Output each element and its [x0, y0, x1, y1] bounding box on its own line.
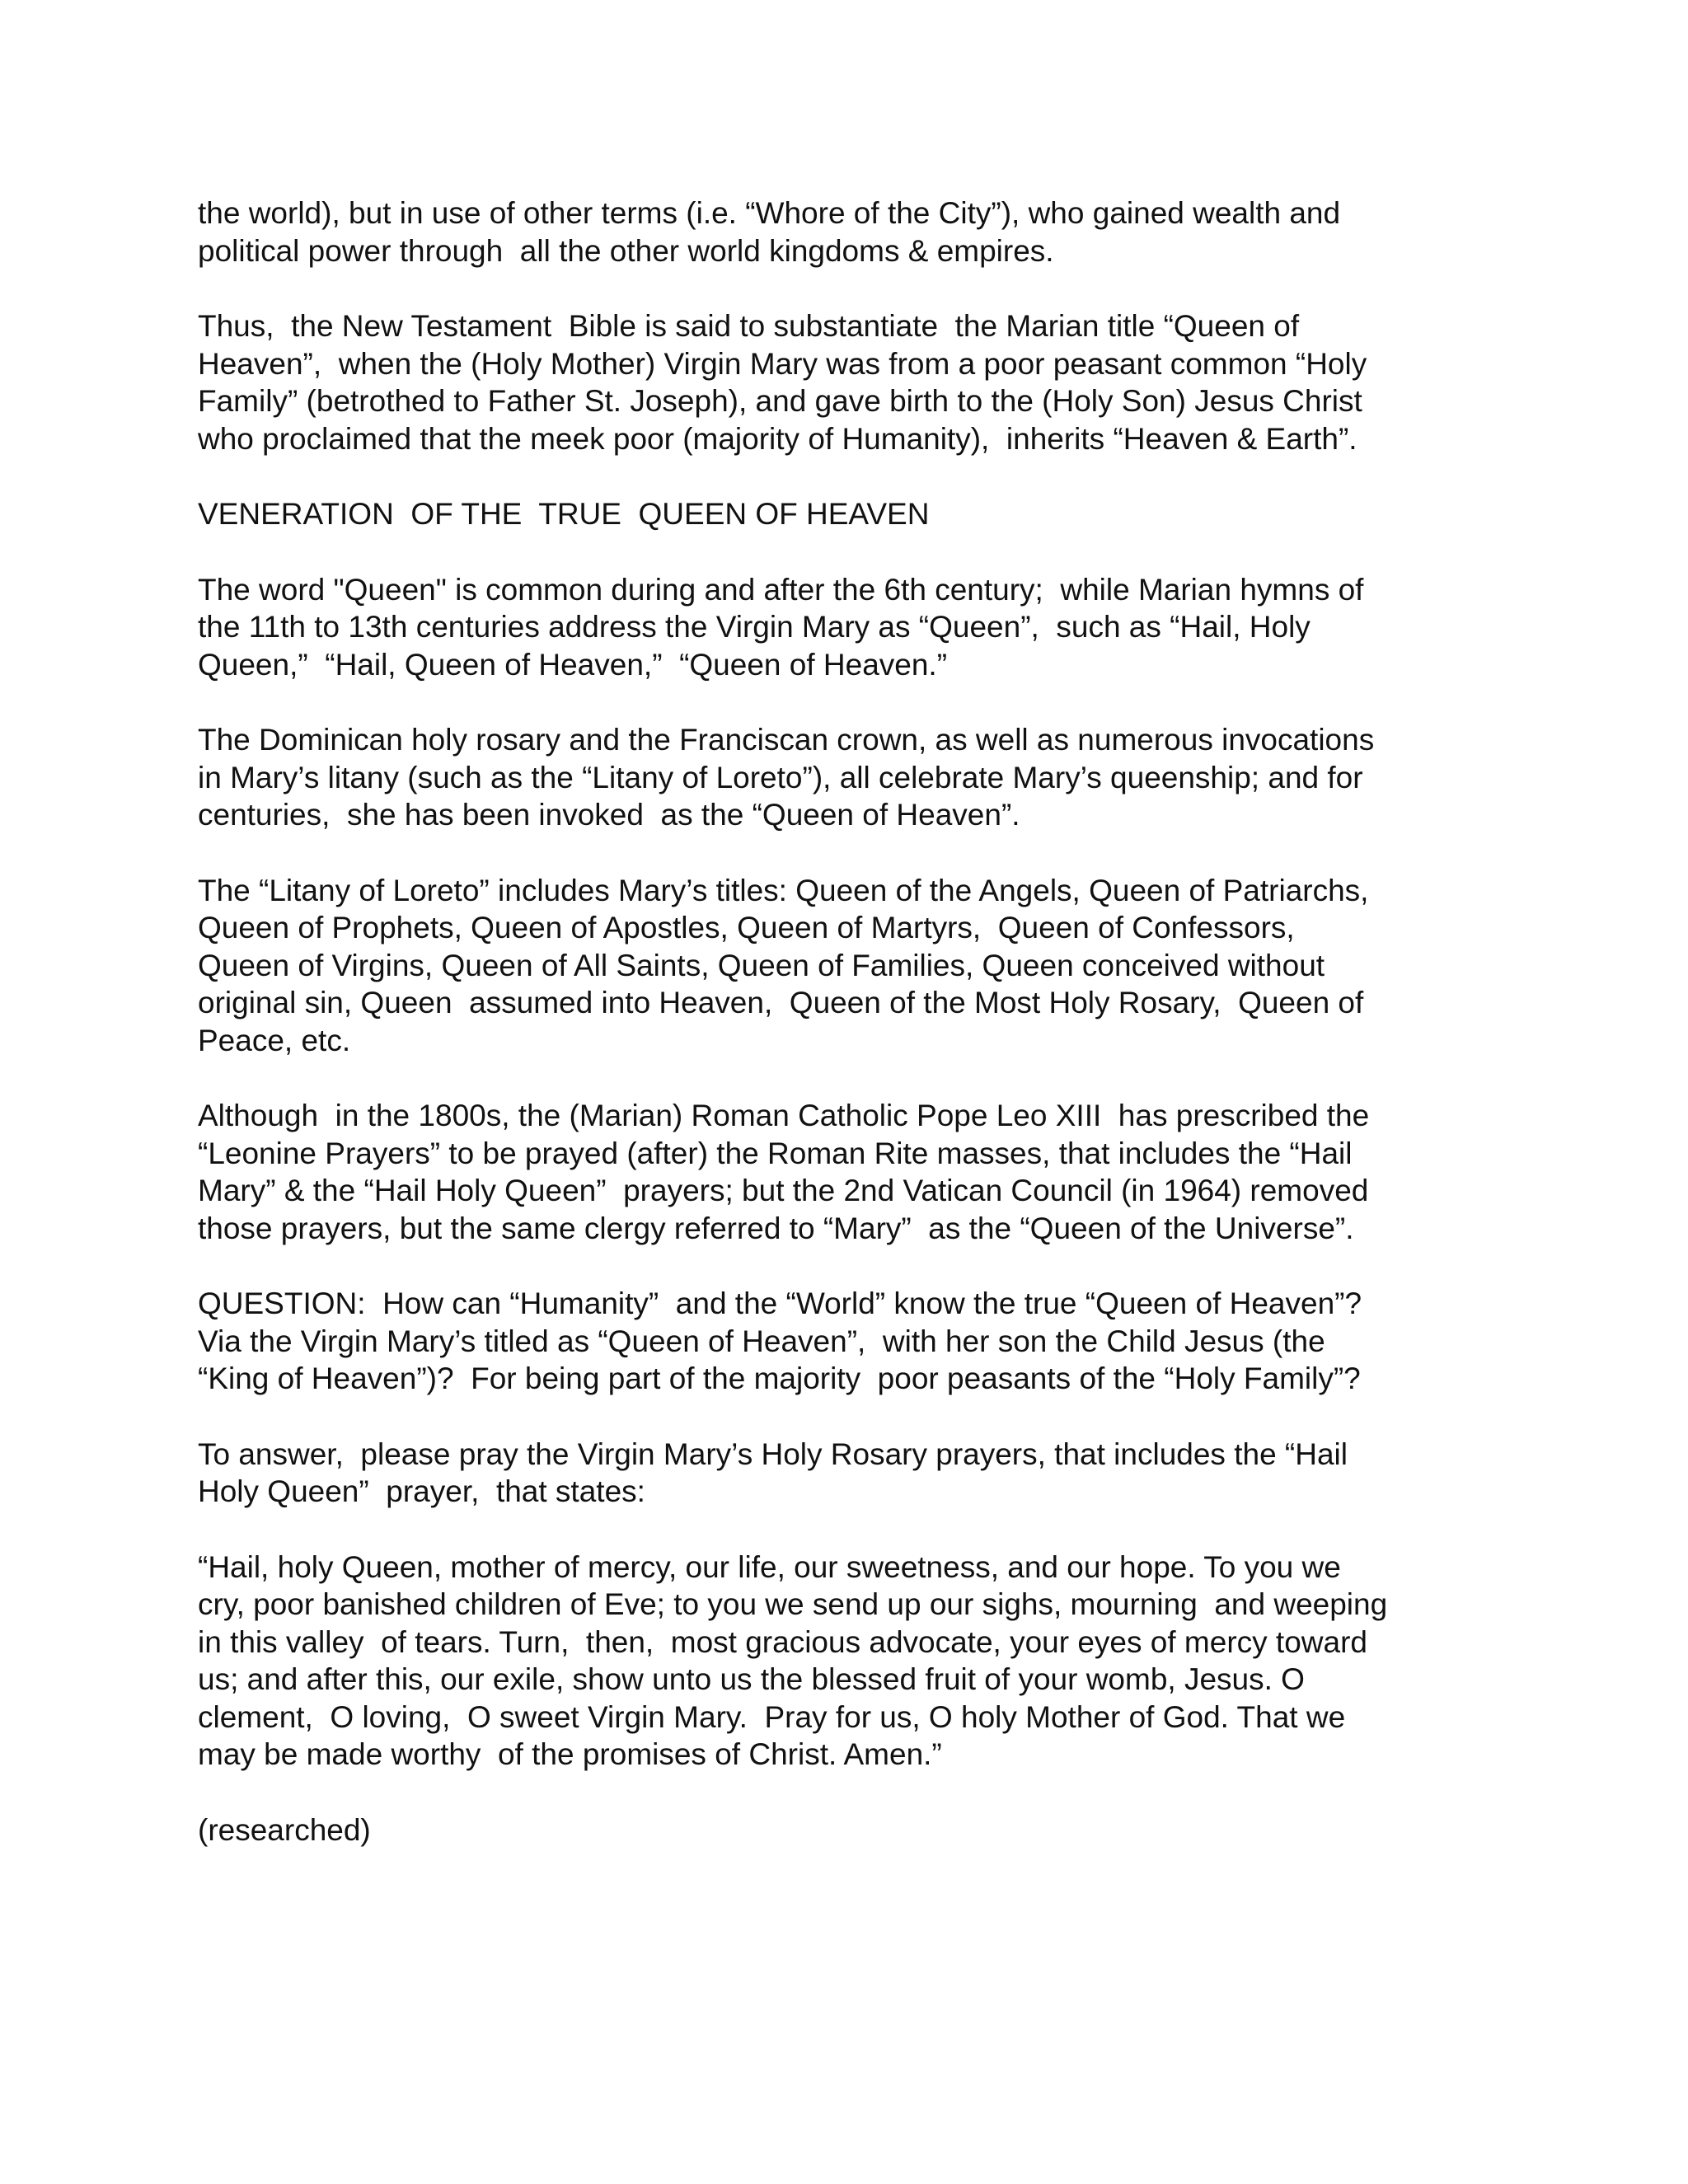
document-body	[198, 194, 1500, 1886]
paragraph-hail-holy-queen-prayer	[198, 1549, 1500, 1774]
text-line: To answer, please pray the Virgin Mary’s Holy Rosary prayers, that includes the “Hail	[198, 1436, 1348, 1471]
text-line: who proclaimed that the meek poor (majority of Humanity), inherits “Heaven & Earth”.	[198, 421, 1357, 456]
text-line: those prayers, but the same clergy referred to “Mary” as the “Queen of the Universe”.	[198, 1211, 1354, 1245]
text-line: The word "Queen" is common during and after the 6th century; while Marian hymns of	[198, 572, 1364, 607]
paragraph-litany-of-loreto	[198, 872, 1500, 1060]
text-line: clement, O loving, O sweet Virgin Mary. Pray for us, O holy Mother of God. That we	[198, 1699, 1346, 1734]
text-line: Thus, the New Testament Bible is said to substantiate the Marian title “Queen of	[198, 309, 1300, 343]
text-line: the 11th to 13th centuries address the Virgin Mary as “Queen”, such as “Hail, Holy	[198, 610, 1311, 644]
text-line: in Mary’s litany (such as the “Litany of Loreto”), all celebrate Mary’s queenship; and for	[198, 760, 1363, 794]
text-line: The Dominican holy rosary and the Franciscan crown, as well as numerous invocations	[198, 723, 1375, 757]
paragraph-queen-word	[198, 571, 1500, 684]
text-line: “Leonine Prayers” to be prayed (after) the Roman Rite masses, that includes the “Hail	[198, 1136, 1353, 1170]
text-line: may be made worthy of the promises of Christ. Amen.”	[198, 1737, 942, 1771]
paragraph-leonine-prayers	[198, 1097, 1500, 1247]
text-line: Queen of Virgins, Queen of All Saints, Queen of Families, Queen conceived without	[198, 948, 1325, 982]
heading-line: VENERATION OF THE TRUE QUEEN OF HEAVEN	[198, 497, 930, 531]
text-line: “Hail, holy Queen, mother of mercy, our life, our sweetness, and our hope. To you we	[198, 1549, 1341, 1584]
text-line: cry, poor banished children of Eve; to you we send up our sighs, mourning and weeping	[198, 1587, 1388, 1621]
text-line: Although in the 1800s, the (Marian) Roman Catholic Pope Leo XIII has prescribed the	[198, 1099, 1370, 1132]
text-line: The “Litany of Loreto” includes Mary’s titles: Queen of the Angels, Queen of Patriarchs,	[198, 873, 1369, 907]
section-heading	[198, 495, 1500, 533]
text-line: political power through all the other world kingdoms & empires.	[198, 233, 1054, 268]
text-line: us; and after this, our exile, show unto us the blessed fruit of your womb, Jesus. O	[198, 1662, 1305, 1696]
text-line: centuries, she has been invoked as the “Queen of Heaven”.	[198, 798, 1020, 832]
paragraph-new-testament	[198, 307, 1500, 457]
text-line: Peace, etc.	[198, 1023, 351, 1057]
text-line: the world), but in use of other terms (i.e. “Whore of the City”), who gained wealth and	[198, 196, 1341, 230]
paragraph-question	[198, 1285, 1500, 1398]
paragraph-intro-continuation	[198, 194, 1500, 269]
text-line: Heaven”, when the (Holy Mother) Virgin Mary was from a poor peasant common “Holy	[198, 346, 1367, 381]
paragraph-dominican-rosary	[198, 721, 1500, 834]
text-line: in this valley of tears. Turn, then, most gracious advocate, your eyes of mercy toward	[198, 1624, 1367, 1659]
text-line: Mary” & the “Hail Holy Queen” prayers; but the 2nd Vatican Council (in 1964) removed	[198, 1174, 1369, 1207]
text-line: Queen of Prophets, Queen of Apostles, Queen of Martyrs, Queen of Confessors,	[198, 911, 1295, 944]
text-line: Family” (betrothed to Father St. Joseph), and gave birth to the (Holy Son) Jesus Christ	[198, 384, 1362, 418]
text-line: QUESTION: How can “Humanity” and the “World” know the true “Queen of Heaven”?	[198, 1286, 1362, 1320]
text-line: (researched)	[198, 1812, 371, 1847]
text-line: Holy Queen” prayer, that states:	[198, 1474, 645, 1508]
text-line: Queen,” “Hail, Queen of Heaven,” “Queen of Heaven.”	[198, 647, 948, 682]
paragraph-researched-note	[198, 1811, 1500, 1849]
text-line: Via the Virgin Mary’s titled as “Queen of Heaven”, with her son the Child Jesus (the	[198, 1324, 1325, 1358]
text-line: “King of Heaven”)? For being part of the majority poor peasants of the “Holy Family”?	[198, 1361, 1361, 1395]
paragraph-answer	[198, 1436, 1500, 1511]
text-line: original sin, Queen assumed into Heaven, Queen of the Most Holy Rosary, Queen of	[198, 986, 1364, 1019]
